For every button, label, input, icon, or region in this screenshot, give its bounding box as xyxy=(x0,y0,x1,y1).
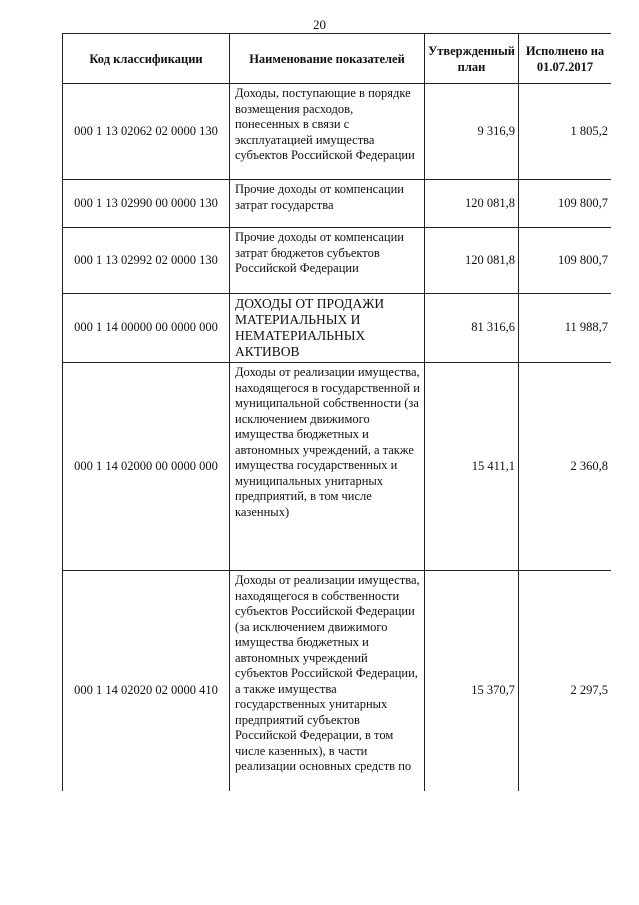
row-name: Доходы от реализации имущества, находящегося в государственной и муниципальной собственности (за исключением движимого имущества бюджетных и автономных учреждений, а также имущества государственных и муниципальных унитарных предприятий, в том числе казенных) xyxy=(230,363,425,571)
table-row xyxy=(63,84,612,180)
table-container xyxy=(62,33,611,791)
table-header-row xyxy=(63,34,612,84)
row-name: Доходы, поступающие в порядке возмещения расходов, понесенных в связи с эксплуатацией имущества субъектов Российской Федерации xyxy=(230,84,425,180)
row-code: 000 1 14 02000 00 0000 000 xyxy=(63,363,230,571)
row-name: Доходы от реализации имущества, находящегося в собственности субъектов Российской Федерации (за исключением движимого имущества бюджетных и автономных учреждений субъектов Российской Федерации, а также имущества государственных унитарных предприятий субъектов Российской Федерации, в том числе казенных), в части реализации основных средств по xyxy=(230,571,425,792)
header-plan: Утвержденный план xyxy=(425,34,519,84)
row-done: 109 800,7 xyxy=(519,180,612,228)
row-code: 000 1 13 02062 02 0000 130 xyxy=(63,84,230,180)
row-done: 1 805,2 xyxy=(519,84,612,180)
row-code: 000 1 13 02992 02 0000 130 xyxy=(63,228,230,294)
row-code: 000 1 14 00000 00 0000 000 xyxy=(63,294,230,363)
header-done: Исполнено на 01.07.2017 xyxy=(519,34,612,84)
row-plan: 81 316,6 xyxy=(425,294,519,363)
table-row xyxy=(63,180,612,228)
row-done: 109 800,7 xyxy=(519,228,612,294)
row-name: ДОХОДЫ ОТ ПРОДАЖИ МАТЕРИАЛЬНЫХ И НЕМАТЕРИАЛЬНЫХ АКТИВОВ xyxy=(230,294,425,363)
table-row xyxy=(63,228,612,294)
row-code: 000 1 13 02990 00 0000 130 xyxy=(63,180,230,228)
row-plan: 9 316,9 xyxy=(425,84,519,180)
row-done: 2 360,8 xyxy=(519,363,612,571)
row-plan: 120 081,8 xyxy=(425,180,519,228)
table-row xyxy=(63,294,612,363)
page-number: 20 xyxy=(313,17,326,32)
row-name: Прочие доходы от компенсации затрат государства xyxy=(230,180,425,228)
row-plan: 15 370,7 xyxy=(425,571,519,792)
row-name: Прочие доходы от компенсации затрат бюджетов субъектов Российской Федерации xyxy=(230,228,425,294)
table-row xyxy=(63,363,612,571)
revenue-table xyxy=(62,33,611,791)
row-done: 11 988,7 xyxy=(519,294,612,363)
row-code: 000 1 14 02020 02 0000 410 xyxy=(63,571,230,792)
row-done: 2 297,5 xyxy=(519,571,612,792)
header-name: Наименование показателей xyxy=(230,34,425,84)
header-code: Код классификации xyxy=(63,34,230,84)
table-row xyxy=(63,571,612,792)
row-plan: 120 081,8 xyxy=(425,228,519,294)
row-plan: 15 411,1 xyxy=(425,363,519,571)
